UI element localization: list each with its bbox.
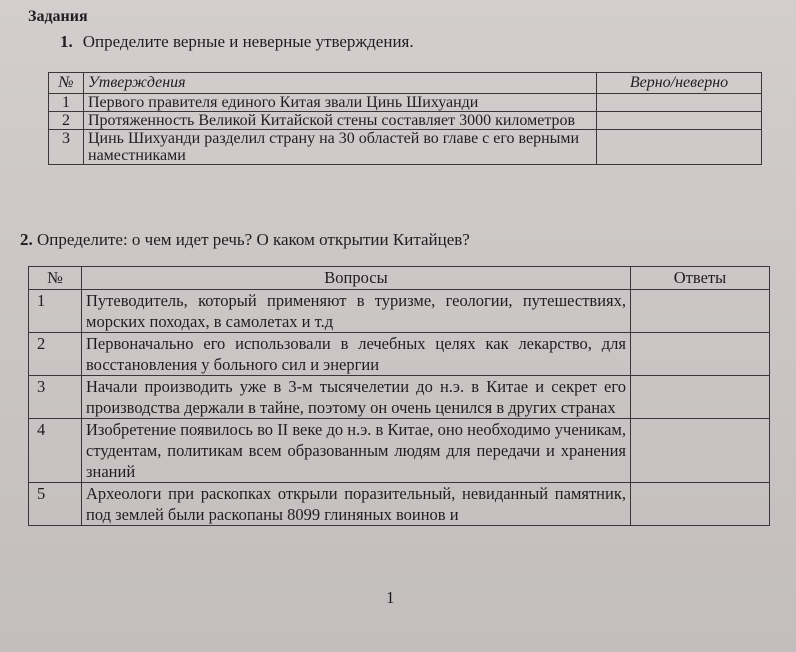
table-row — [49, 94, 762, 112]
answer-cell[interactable] — [597, 112, 762, 130]
statement-text: Первого правителя единого Китая звали Цинь Шихуанди — [84, 94, 597, 112]
column-header-true-false: Верно/неверно — [597, 73, 762, 94]
question-text: Археологи при раскопках открыли поразительный, невиданный памятник, под землей были раскопаны 8099 глиняных воинов и — [82, 483, 631, 526]
column-header-questions: Вопросы — [82, 267, 631, 290]
row-number: 2 — [49, 112, 84, 130]
row-number: 5 — [29, 483, 82, 526]
table-row — [29, 333, 770, 376]
task1-number: 1. — [60, 32, 73, 51]
statements-table — [48, 72, 762, 165]
table-row — [49, 130, 762, 165]
answer-cell[interactable] — [631, 419, 770, 483]
page-number: 1 — [386, 588, 395, 607]
column-header-number: № — [49, 73, 84, 94]
table-header-row — [29, 267, 770, 290]
table-row — [49, 112, 762, 130]
answer-cell[interactable] — [631, 483, 770, 526]
task2-number: 2. — [20, 230, 33, 249]
statement-text: Протяженность Великой Китайской стены составляет 3000 километров — [84, 112, 597, 130]
task1-heading — [60, 32, 414, 52]
row-number: 1 — [29, 290, 82, 333]
row-number: 4 — [29, 419, 82, 483]
answer-cell[interactable] — [631, 333, 770, 376]
column-header-statements: Утверждения — [84, 73, 597, 94]
question-text: Изобретение появилось во II веке до н.э. в Китае, оно необходимо ученикам, студентам, политикам всем образованным людям для передачи и хранения знаний — [82, 419, 631, 483]
table-row — [29, 376, 770, 419]
table-row — [29, 483, 770, 526]
question-text: Первоначально его использовали в лечебных целях как лекарство, для восстановления у больного сил и энергии — [82, 333, 631, 376]
question-text: Путеводитель, который применяют в туризме, геологии, путешествиях, морских походах, в самолетах и т.д — [82, 290, 631, 333]
row-number: 3 — [29, 376, 82, 419]
table-row — [29, 290, 770, 333]
task2-text: Определите: о чем идет речь? О каком открытии Китайцев? — [37, 230, 470, 249]
column-header-answers: Ответы — [631, 267, 770, 290]
answer-cell[interactable] — [631, 376, 770, 419]
row-number: 1 — [49, 94, 84, 112]
table-header-row — [49, 73, 762, 94]
row-number: 3 — [49, 130, 84, 165]
question-text: Начали производить уже в 3-м тысячелетии до н.э. в Китае и секрет его производства держали в тайне, поэтому он очень ценился в других странах — [82, 376, 631, 419]
table-row — [29, 419, 770, 483]
answer-cell[interactable] — [631, 290, 770, 333]
row-number: 2 — [29, 333, 82, 376]
questions-table — [28, 266, 770, 526]
page-title: Задания — [28, 8, 88, 25]
answer-cell[interactable] — [597, 94, 762, 112]
statement-text: Цинь Шихуанди разделил страну на 30 областей во главе с его верными наместниками — [84, 130, 597, 165]
column-header-number: № — [29, 267, 82, 290]
task2-heading — [20, 230, 470, 250]
answer-cell[interactable] — [597, 130, 762, 165]
task1-text: Определите верные и неверные утверждения. — [82, 32, 414, 51]
